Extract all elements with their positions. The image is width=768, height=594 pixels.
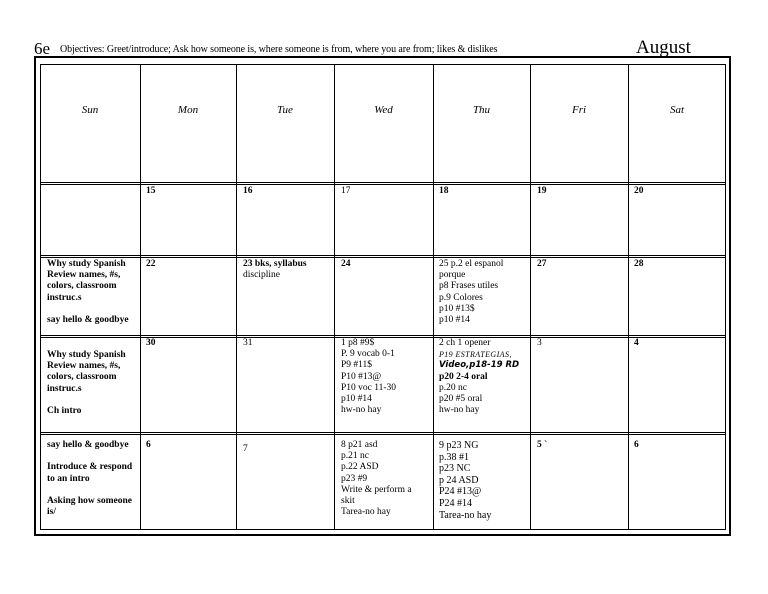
note-line: Review names, #s, [47, 361, 121, 372]
date-cell [243, 444, 248, 455]
note-line: Introduce & respond [47, 462, 133, 473]
date-number: 6 [634, 440, 639, 450]
date-cell [243, 259, 307, 281]
date-number: 5 ` [537, 440, 548, 450]
grid-divider [236, 64, 237, 530]
date-number: 17 [341, 186, 351, 196]
date-cell [341, 440, 412, 518]
grid-divider [40, 432, 726, 433]
note-line: colors, classroom [47, 372, 117, 383]
note-line [47, 395, 126, 406]
note-line: P24 #14 [439, 497, 473, 509]
note-line: discipline [243, 270, 280, 281]
note-line: Tarea-no hay [439, 509, 492, 521]
header-code: 6e [34, 39, 51, 58]
note-line: P19 ESTRATEGIAS, [439, 350, 512, 360]
note-line: p.38 #1 [439, 451, 469, 463]
note-line: Ch intro [47, 406, 82, 416]
day-header-tue: Tue [277, 104, 293, 116]
note-line: p20 #5 oral [439, 394, 483, 405]
note-line: P10 #13@ [341, 371, 382, 382]
day-header-sun: Sun [81, 104, 99, 116]
date-number: 6 [146, 440, 151, 450]
note-line: P10 voc 11-30 [341, 382, 397, 393]
note-line: colors, classroom [47, 281, 117, 292]
day-header-thu: Thu [472, 104, 491, 116]
note-line: p.22 ASD [341, 462, 379, 473]
note-line: Review names, #s, [47, 270, 121, 281]
date-number: 7 [243, 444, 248, 454]
note-line: 1 p8 #9$ [341, 338, 375, 348]
date-number: 18 [439, 186, 449, 196]
date-cell [146, 440, 151, 451]
date-number: 22 [146, 259, 156, 269]
date-cell [634, 186, 644, 197]
note-line: 25 p.2 el espanol [439, 259, 504, 269]
date-number: 15 [146, 186, 156, 196]
sun-notes-cell [47, 440, 132, 518]
date-number: 28 [634, 259, 644, 269]
date-cell [146, 259, 156, 270]
grid-divider [40, 184, 726, 185]
date-cell [439, 259, 503, 326]
grid-divider [40, 255, 726, 256]
date-number: 4 [634, 338, 639, 348]
note-line: Write & perform a [341, 484, 412, 495]
date-cell [243, 186, 253, 197]
date-cell [439, 186, 449, 197]
note-line: 23 bks, syllabus [243, 259, 307, 269]
note-line: to an intro [47, 473, 90, 484]
note-line: p10 #14 [341, 394, 372, 405]
date-cell [537, 186, 547, 197]
date-number: 30 [146, 338, 156, 348]
sun-notes-cell [47, 259, 129, 326]
date-number: 24 [341, 259, 351, 269]
date-cell [146, 338, 156, 349]
note-line: hw-no hay [439, 405, 480, 416]
date-cell [634, 440, 639, 451]
note-line: P. 9 vocab 0-1 [341, 349, 395, 360]
note-line: p10 #13$ [439, 303, 475, 314]
note-line: 9 p23 NG [439, 440, 479, 451]
note-line: Why study Spanish [47, 350, 126, 360]
note-line: Why study Spanish [47, 259, 126, 269]
date-number: 3 [537, 338, 542, 348]
day-header-wed: Wed [374, 104, 393, 116]
note-line [47, 304, 129, 315]
date-cell [341, 186, 351, 197]
grid-divider [40, 257, 726, 258]
grid-divider [40, 182, 726, 183]
note-line: p.9 Colores [439, 292, 483, 303]
note-line: say hello & goodbye [47, 315, 129, 325]
date-cell [634, 338, 639, 349]
day-header-fri: Fri [571, 104, 587, 116]
note-line: p8 Frases utiles [439, 281, 499, 292]
note-line: instruc.s [47, 292, 82, 303]
note-line [47, 485, 132, 496]
grid-divider [530, 64, 531, 530]
sun-notes-cell [47, 350, 126, 417]
date-number: 20 [634, 186, 644, 196]
note-line: skit [341, 496, 355, 507]
note-line: porque [439, 270, 466, 281]
grid-divider [40, 434, 726, 435]
note-line: hw-no hay [341, 405, 382, 416]
note-line: 8 p21 asd [341, 440, 378, 450]
date-cell [634, 259, 644, 270]
note-line: p23 NC [439, 463, 471, 475]
date-cell [439, 440, 491, 521]
date-cell [439, 338, 519, 416]
note-line: p10 #14 [439, 315, 470, 326]
date-cell [537, 440, 547, 451]
note-line: p20 2-4 oral [439, 371, 488, 382]
note-line [47, 451, 132, 462]
note-line: instruc.s [47, 383, 82, 394]
grid-divider [334, 64, 335, 530]
grid-divider [40, 335, 726, 336]
note-line: 2 ch 1 opener [439, 338, 491, 348]
date-cell [243, 338, 253, 349]
note-line: Tarea-no hay [341, 507, 391, 518]
date-cell [341, 259, 351, 270]
grid-divider [140, 64, 141, 530]
note-line: p23 #9 [341, 473, 368, 484]
date-cell [146, 186, 156, 197]
note-line: p 24 ASD [439, 474, 479, 486]
grid-divider [433, 64, 434, 530]
date-number: 27 [537, 259, 547, 269]
note-line: Video,p18-19 RD [439, 360, 520, 371]
date-number: 19 [537, 186, 547, 196]
date-cell [341, 338, 396, 416]
date-cell [537, 259, 547, 270]
date-cell [537, 338, 542, 349]
note-line: say hello & goodbye [47, 440, 129, 450]
note-line: p.21 nc [341, 451, 369, 462]
objectives-text: Objectives: Greet/introduce; Ask how someone is, where someone is from, where you are from; likes & dislikes [60, 44, 498, 55]
note-line: P24 #13@ [439, 486, 482, 498]
grid-divider [628, 64, 629, 530]
date-number: 31 [243, 338, 253, 348]
note-line: P9 #11$ [341, 360, 373, 371]
note-line: is/ [47, 507, 56, 518]
day-header-sat: Sat [669, 104, 685, 116]
day-header-mon: Mon [177, 104, 199, 116]
date-number: 16 [243, 186, 253, 196]
note-line: p.20 nc [439, 382, 467, 393]
note-line: Asking how someone [47, 495, 132, 506]
month-title: August [636, 37, 691, 58]
